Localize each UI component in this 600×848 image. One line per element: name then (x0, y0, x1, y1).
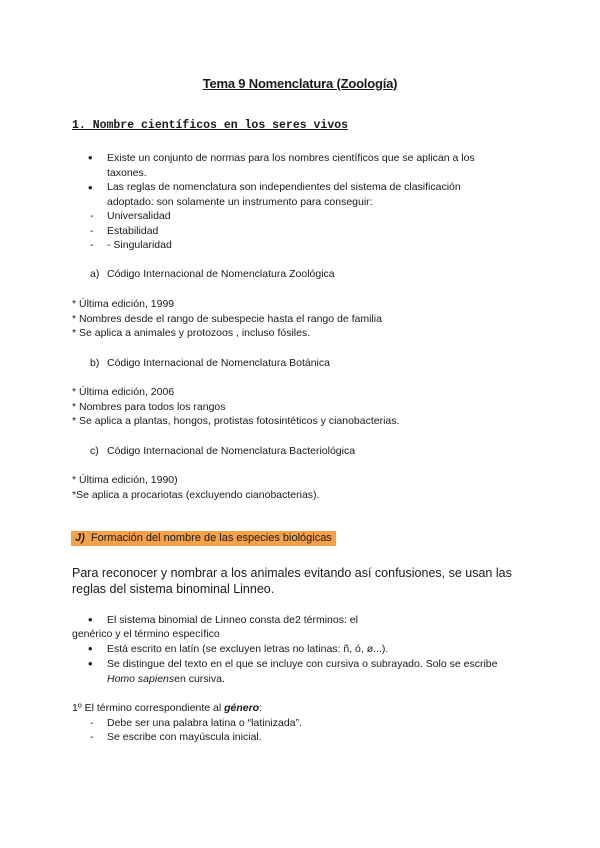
dash-item: Debe ser una palabra latina o “latinizada”. (107, 717, 302, 729)
intro-text-continued: reglas del sistema binominal Linneo. (72, 582, 275, 596)
dash-marker: - (90, 731, 94, 743)
bullet-marker: • (88, 612, 93, 627)
bullet-text-continued: genérico y el término específico (72, 628, 220, 640)
code-marker: c) (90, 445, 99, 457)
code-marker: a) (90, 268, 100, 280)
bullet-marker: • (88, 180, 93, 195)
code-note: * Última edición, 1999 (72, 298, 175, 310)
section-1-heading: 1. Nombre científicos en los seres vivos (72, 119, 349, 132)
bullet-text: Está escrito en latín (se excluyen letras no latinas: ñ, ó, ø...). (107, 643, 389, 655)
code-note: * Se aplica a animales y protozoos , incluso fósiles. (72, 327, 311, 339)
code-note: * Nombres desde el rango de subespecie hasta el rango de familia (72, 313, 382, 325)
bullet-text-continued: adoptado: son solamente un instrumento para conseguir: (107, 196, 373, 208)
bullet-text-continued: taxones. (107, 167, 147, 179)
code-marker: b) (90, 357, 100, 369)
bullet-text: Las reglas de nomenclatura son independientes del sistema de clasificación (107, 181, 461, 193)
code-note: *Se aplica a procariotas (excluyendo cianobacterias). (72, 489, 320, 501)
bullet-text-end: en cursiva. (174, 673, 225, 685)
dash-marker: - (90, 717, 94, 729)
genus-rule-heading (72, 702, 262, 714)
genus-word: género (224, 702, 260, 714)
section-2-marker: J) (75, 532, 85, 544)
dash-marker: - (90, 239, 94, 251)
section-2-heading-text: Formación del nombre de las especies biológicas (90, 532, 332, 544)
section-2-heading (71, 532, 336, 544)
page-title: Tema 9 Nomenclatura (Zoología) (202, 76, 398, 91)
genus-rule-suffix: : (259, 702, 263, 714)
bullet-text: Se distingue del texto en el que se incluye con cursiva o subrayado. Solo se escribe (107, 658, 498, 670)
bullet-text: Existe un conjunto de normas para los nombres científicos que se aplican a los (107, 152, 475, 164)
code-name: Código Internacional de Nomenclatura Zoológica (107, 268, 335, 280)
bullet-marker: • (88, 150, 93, 165)
code-note: * Última edición, 2006 (72, 386, 175, 398)
code-note: * Nombres para todos los rangos (72, 401, 226, 413)
bullet-text-continued (107, 673, 225, 685)
bullet-marker: • (88, 641, 93, 656)
dash-marker: - (90, 210, 94, 222)
dash-item: - Singularidad (107, 239, 172, 251)
code-name: Código Internacional de Nomenclatura Bacteriológica (107, 445, 356, 457)
genus-rule-prefix: 1º El término correspondiente al (72, 702, 225, 714)
dash-marker: - (90, 225, 94, 237)
code-note: * Última edición, 1990) (72, 474, 178, 486)
intro-text: Para reconocer y nombrar a los animales evitando así confusiones, se usan las (72, 566, 512, 580)
dash-item: Se escribe con mayúscula inicial. (107, 731, 262, 743)
bullet-marker: • (88, 656, 93, 671)
code-note: * Se aplica a plantas, hongos, protistas fotosintéticos y cianobacterias. (72, 415, 400, 427)
species-example: Homo sapiens (107, 673, 175, 685)
code-name: Código Internacional de Nomenclatura Botánica (107, 357, 330, 369)
dash-item: Estabilidad (107, 225, 159, 237)
bullet-text: El sistema binomial de Linneo consta de2 términos: el (107, 614, 358, 626)
dash-item: Universalidad (107, 210, 171, 222)
